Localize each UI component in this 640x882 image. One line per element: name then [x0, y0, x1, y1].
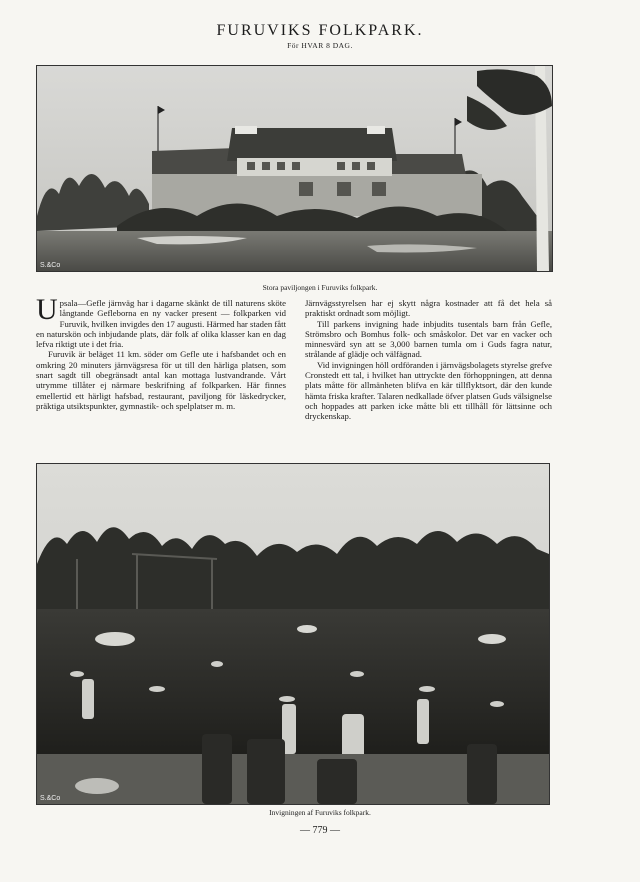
pavilion-caption: Stora paviljongen i Furuviks folkpark.: [262, 283, 378, 292]
page-title: FURUVIKS FOLKPARK.: [216, 22, 424, 39]
page-subtitle: För HVAR 8 DAG.: [287, 41, 353, 50]
article-paragraph: Till parkens invigning hade inbjudits tusentals barn från Gefle, Strömsbro och Bomhus folk- och småskolor. Det var en vacker och minnesvärd syn att se 3,000 barnen tumla om i Guds fagra natur, strålande af glädje och välfägnad.: [305, 318, 552, 360]
article-paragraph: Järnvägsstyrelsen har ej skytt några kostnader att få det hela så praktiskt ordnadt som möjligt.: [305, 298, 552, 319]
article-paragraph: [36, 293, 286, 350]
paragraph-text: psala—Gefle järnväg har i dagarne skänkt de till naturens sköte långtande Gefleborna en ny vacker present — folkparken vid Furuvik, hvilken invigdes den 17 augusti. Härmed har staden fått en naturskön och inbjudande plats, där folk af olika klasser kan en dag lefva riktigt ute i det fria.: [36, 298, 286, 350]
article-paragraph: Furuvik är beläget 11 km. söder om Gefle ute i hafsbandet och en omkring 20 minuters järnvägsresa för ut till den härliga platsen, som snart sagdt till obegränsadt antal kan mottaga lustvandrande. Vårt utrymme tillåter ej närmare beskrifning af folkparken. Här finnes emellertid ett härligt hafsbad, restaurant, paviljong för läskedrycker, präktiga utsiktspunkter, gymnastik- och spelplatser m. m.: [36, 349, 286, 411]
article-column-left: [36, 293, 286, 411]
photo-watermark: S.&Co: [40, 262, 61, 269]
inauguration-caption: Invigningen af Furuviks folkpark.: [269, 808, 371, 817]
article-paragraph: Vid invigningen höll ordföranden i järnvägsbolagets styrelse grefve Cronstedt ett tal, i hvilket han uttryckte den förhoppningen, att denna plats måtte för allmänheten blifva en kär tillflyktsort, där den kunde hämta friska krafter. Talaren nedkallade öfver platsen Guds välsignelse och hoppades att parken icke måtte bli ett tillhåll för lättsinne och dryckenskap.: [305, 359, 552, 422]
article-column-right: [305, 298, 552, 422]
page-number: — 779 —: [300, 825, 340, 836]
crowd-illustration: [37, 464, 549, 804]
pavilion-illustration: [37, 66, 552, 271]
photo-watermark: S.&Co: [40, 795, 61, 802]
inauguration-photo: [36, 463, 550, 805]
drop-cap: U: [36, 293, 58, 326]
pavilion-photo: [36, 65, 553, 272]
